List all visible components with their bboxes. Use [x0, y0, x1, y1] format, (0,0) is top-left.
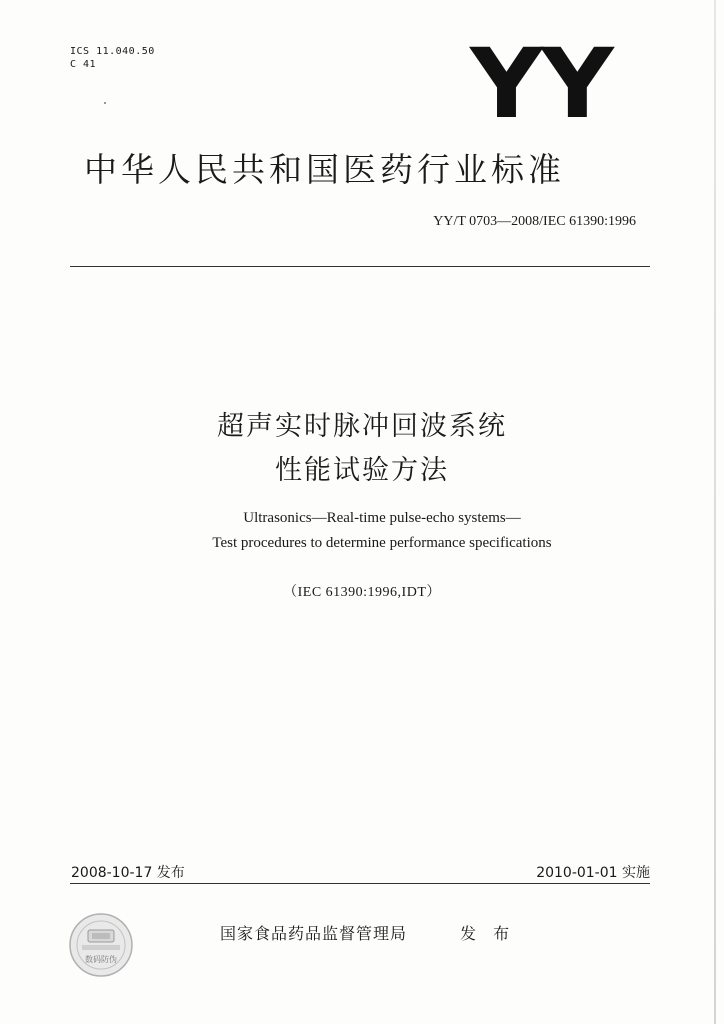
seal-label: 数码防伪 — [85, 955, 117, 964]
header-divider — [70, 266, 650, 267]
equivalence-note: （IEC 61390:1996,IDT） — [283, 585, 441, 600]
ics-code: ICS 11.040.50 — [70, 46, 155, 57]
implementation-date: 2010-01-01 实施 — [536, 865, 650, 881]
title-en-line1: Ultrasonics—Real-time pulse-echo systems— — [243, 510, 521, 526]
issuing-authority: 国家食品药品监督管理局 — [220, 924, 408, 943]
title-en-line2: Test procedures to determine performance specifications — [212, 535, 552, 551]
issuing-verb: 发 布 — [460, 924, 516, 943]
standard-org-title: 中华人民共和国医药行业标准 — [84, 150, 565, 189]
yy-logo: YY — [470, 28, 612, 140]
ccs-code: C 41 — [70, 59, 97, 70]
footer-divider — [70, 883, 650, 884]
anti-counterfeit-seal-icon — [68, 912, 134, 978]
title-zh-line1: 超声实时脉冲回波系统 — [217, 411, 507, 442]
scan-speck — [104, 102, 106, 104]
standard-code: YY/T 0703—2008/IEC 61390:1996 — [433, 214, 636, 229]
classification-codes — [70, 45, 155, 71]
issue-date: 2008-10-17 发布 — [71, 865, 185, 881]
title-zh-line2: 性能试验方法 — [275, 455, 449, 486]
